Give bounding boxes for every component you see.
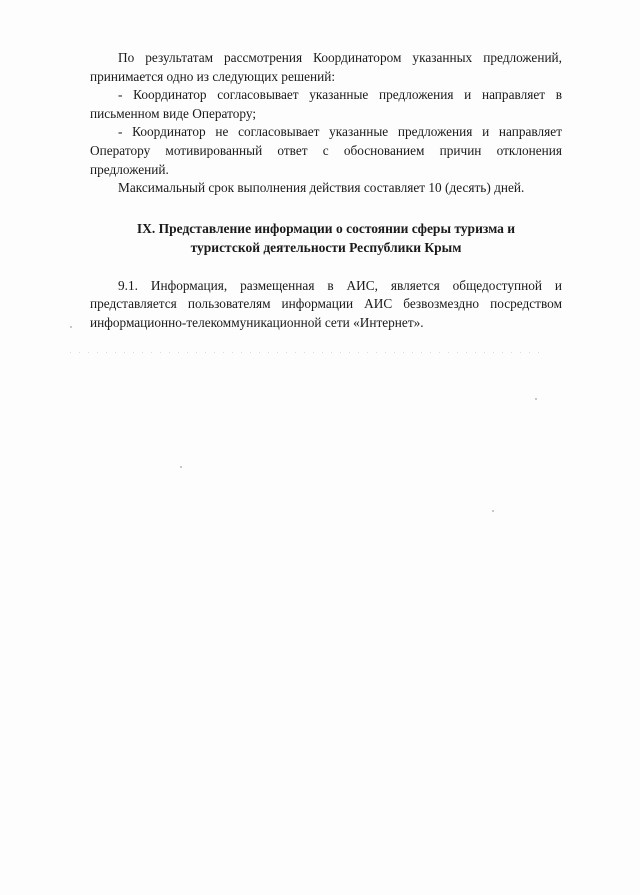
scan-speck	[70, 326, 72, 328]
paragraph-review-results: По результатам рассмотрения Координатором указанных предложений, принимается одно из следующих решений:	[90, 50, 562, 84]
document-body	[90, 49, 562, 333]
paragraph-option-reject: - Координатор не согласовывает указанные предложения и направляет Оператору мотивированный ответ с обоснованием причин отклонения предложений.	[90, 124, 562, 177]
section-heading	[90, 219, 562, 257]
paragraph-option-approve: - Координатор согласовывает указанные предложения и направляет в письменном виде Оператору;	[90, 87, 562, 121]
paragraph-deadline: Максимальный срок выполнения действия составляет 10 (десять) дней.	[118, 180, 525, 196]
paragraph-9-1: 9.1. Информация, размещенная в АИС, является общедоступной и представляется пользователям информации АИС безвозмездно посредством информационно-телекоммуникационной сети «Интернет».	[90, 277, 562, 330]
section-heading-line-2: туристской деятельности Республики Крым	[190, 239, 462, 255]
section-heading-line-1: IX. Представление информации о состоянии сферы туризма и	[136, 220, 516, 236]
scan-speck	[180, 466, 182, 468]
scan-speck	[492, 510, 494, 512]
scan-speck	[535, 398, 537, 400]
scan-artifact-line	[70, 352, 540, 353]
